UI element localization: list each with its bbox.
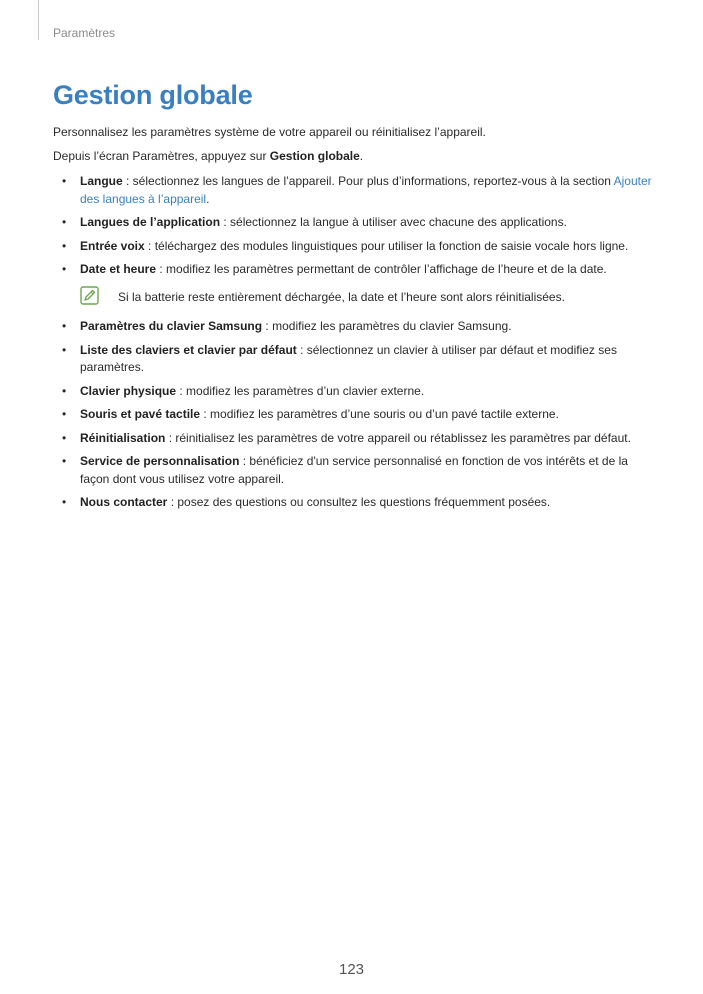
item-term: Réinitialisation <box>80 430 166 445</box>
add-languages-link[interactable]: Ajouter des langues à l’appareil <box>80 174 652 206</box>
list-item-langue <box>53 173 653 208</box>
bullet: • <box>62 174 67 188</box>
bullet: • <box>62 495 67 509</box>
settings-list-2 <box>53 318 653 518</box>
item-tail: . <box>206 191 210 206</box>
note-box <box>80 286 660 306</box>
item-desc: : posez des questions ou consultez les questions fréquemment posées. <box>167 495 551 509</box>
note-text: Si la batterie reste entièrement déchargée, la date et l’heure sont alors réinitialisées. <box>118 290 565 304</box>
note-pencil-icon <box>80 286 99 305</box>
instruction-text <box>53 148 363 165</box>
intro-text: Personnalisez les paramètres système de votre appareil ou réinitialisez l’appareil. <box>53 125 486 139</box>
item-term: Langues de l’application <box>80 215 221 229</box>
item-term: Paramètres du clavier Samsung <box>80 319 263 333</box>
item-term: Liste des claviers et clavier par défaut <box>80 342 297 357</box>
item-term: Entrée voix <box>80 238 145 253</box>
item-desc: : modifiez les paramètres permettant de contrôler l’affichage de l’heure et de la date. <box>156 262 607 276</box>
list-item-nous-contacter <box>53 494 653 512</box>
list-item-service-personnalisation <box>53 453 653 488</box>
bullet: • <box>62 342 67 357</box>
list-item-clavier-samsung <box>53 318 653 336</box>
item-desc: : téléchargez des modules linguistiques pour utiliser la fonction de saisie vocale hors ligne. <box>144 238 629 253</box>
list-item-liste-claviers <box>53 342 653 377</box>
item-term: Clavier physique <box>80 383 177 398</box>
item-term: Langue <box>80 174 123 188</box>
list-item-clavier-physique <box>53 383 653 401</box>
list-item-langues-application <box>53 214 653 232</box>
header-rule <box>38 0 39 40</box>
instruction-menu-name: Gestion globale <box>269 149 360 163</box>
item-term: Souris et pavé tactile <box>80 407 201 421</box>
item-desc: : modifiez les paramètres du clavier Samsung. <box>262 319 512 333</box>
list-item-souris-pave <box>53 406 653 424</box>
bullet: • <box>62 319 67 333</box>
bullet: • <box>62 215 67 229</box>
page-number: 123 <box>338 961 365 978</box>
section-label: Paramètres <box>53 26 116 40</box>
bullet: • <box>62 454 67 468</box>
instruction-suffix: . <box>359 149 364 163</box>
list-item-entree-voix <box>53 238 653 256</box>
bullet: • <box>62 407 67 421</box>
item-term: Service de personnalisation <box>80 454 240 468</box>
item-desc: : bénéficiez d'un service personnalisé en fonction de vos intérêts et de la façon dont vous utilisez votre appareil. <box>80 454 628 486</box>
instruction-prefix: Depuis l’écran Paramètres, appuyez sur <box>53 149 270 163</box>
list-item-date-heure <box>53 261 653 279</box>
item-term: Date et heure <box>80 262 157 276</box>
item-term: Nous contacter <box>80 495 168 509</box>
settings-list-1 <box>53 173 653 285</box>
bullet: • <box>62 383 67 398</box>
item-desc: : sélectionnez un clavier à utiliser par défaut et modifiez ses paramètres. <box>80 342 617 374</box>
item-desc: : modifiez les paramètres d’un clavier externe. <box>176 383 425 398</box>
bullet: • <box>62 262 67 276</box>
item-desc: : modifiez les paramètres d’une souris ou d’un pavé tactile externe. <box>200 407 559 421</box>
bullet: • <box>62 430 67 445</box>
bullet: • <box>62 238 67 253</box>
item-desc: : sélectionnez les langues de l’appareil. Pour plus d’informations, reportez-vous à la section <box>122 174 614 188</box>
item-desc: : sélectionnez la langue à utiliser avec chacune des applications. <box>220 215 567 229</box>
page-title: Gestion globale <box>53 80 253 110</box>
list-item-reinitialisation <box>53 430 653 448</box>
item-desc: : réinitialisez les paramètres de votre appareil ou rétablissez les paramètres par défaut. <box>165 430 631 445</box>
